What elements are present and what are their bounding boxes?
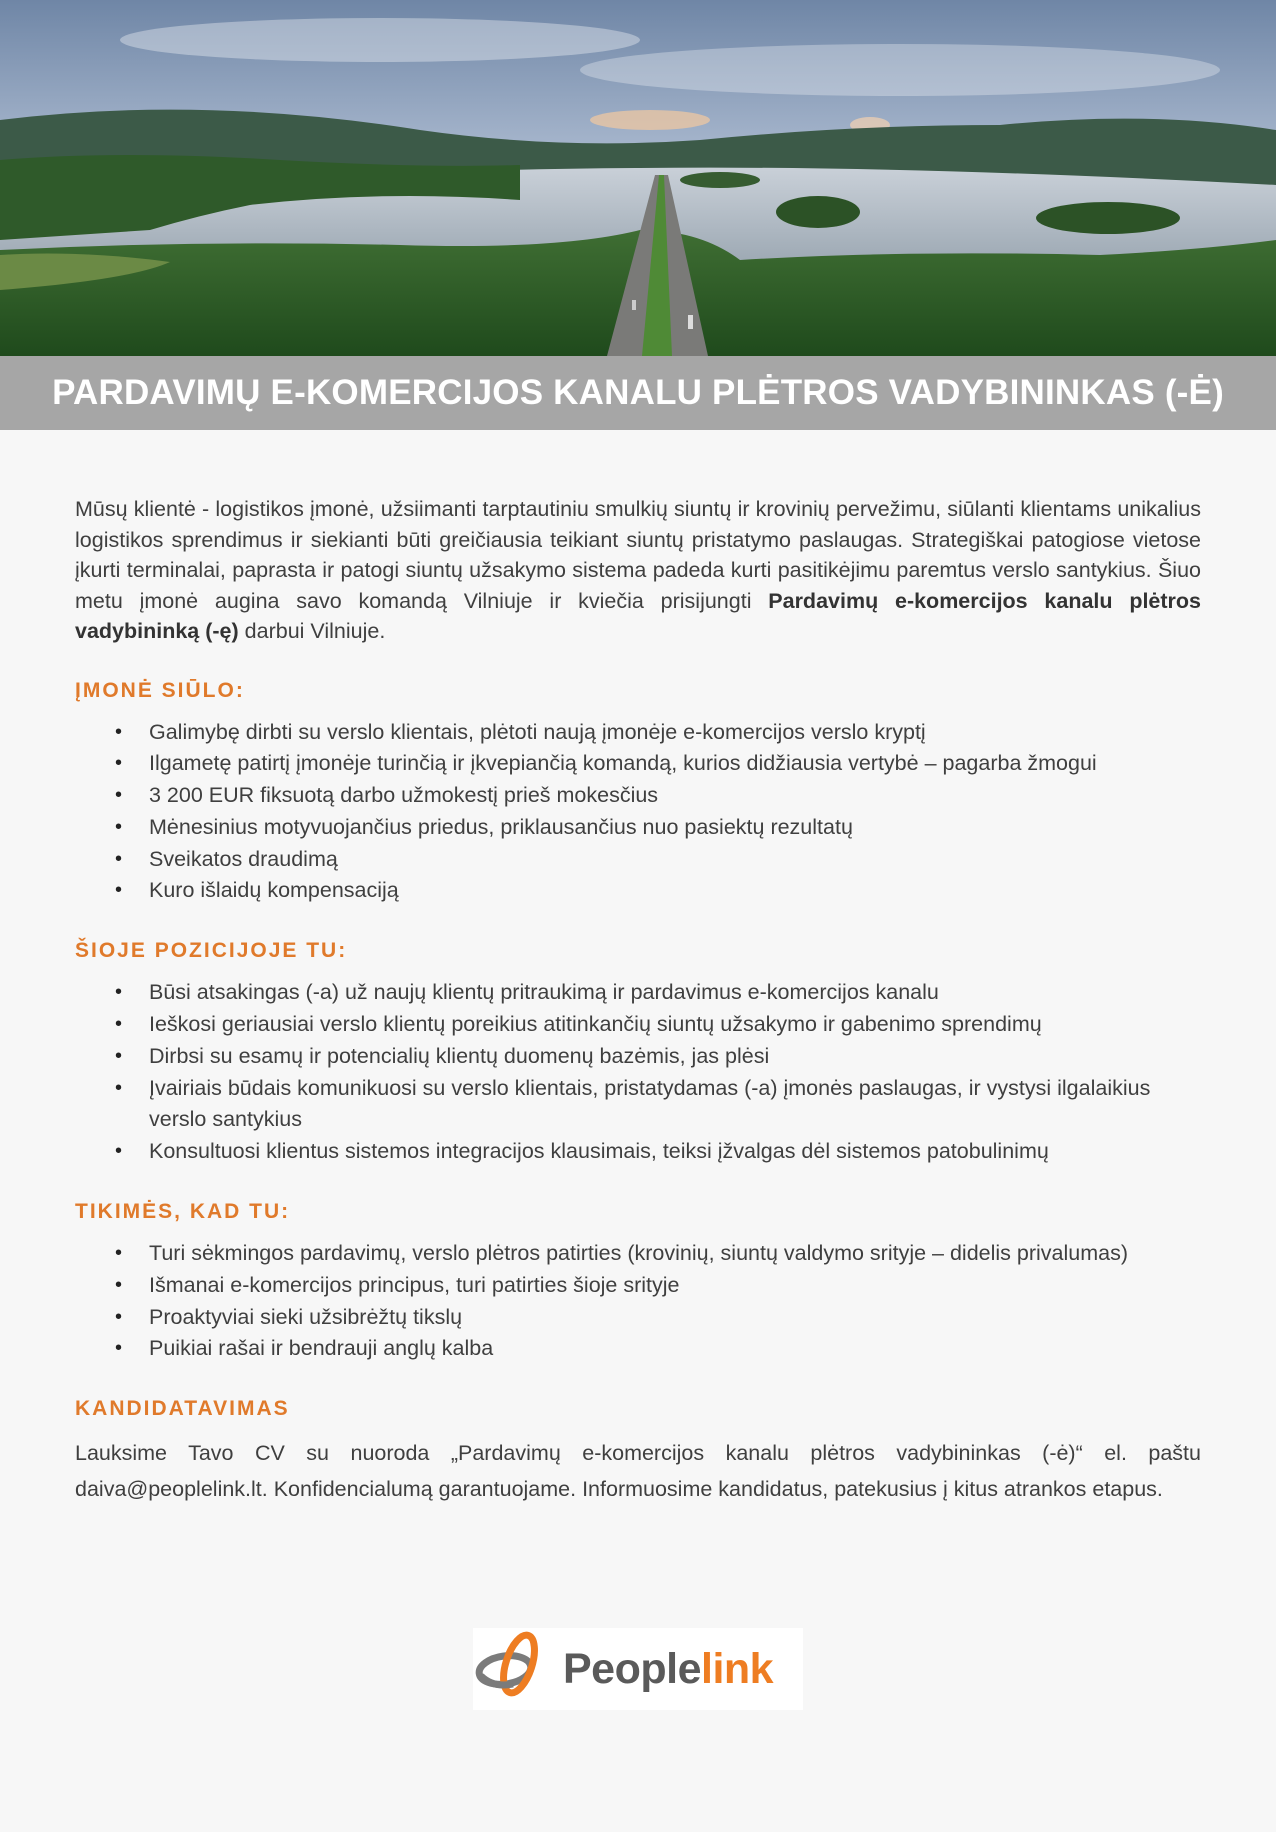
bullet-icon: • xyxy=(115,1140,123,1163)
list-item: • Puikiai rašai ir bendrauji anglų kalba xyxy=(75,1333,1201,1365)
section-heading-offer: ĮMONĖ SIŪLO: xyxy=(75,678,245,702)
bullet-icon: • xyxy=(115,1013,123,1036)
list-item: • Proaktyviai sieki užsibrėžtų tikslų xyxy=(75,1302,1201,1334)
list-item: • Būsi atsakingas (-a) už naujų klientų pritraukimą ir pardavimus e-komercijos kanalu xyxy=(75,977,1201,1009)
bullet-icon: • xyxy=(115,847,123,870)
logo-wordmark: Peoplelink xyxy=(563,1644,774,1693)
section-heading-apply: KANDIDATAVIMAS xyxy=(75,1397,290,1421)
list-item: • Įvairiais būdais komunikuosi su verslo klientais, pristatydamas (-a) įmonės paslaugas, ir vystysi ilgalaikius verslo santykius xyxy=(75,1073,1201,1137)
list-item: • Turi sėkmingos pardavimų, verslo plėtros patirties (krovinių, siuntų valdymo srityje – didelis privalumas) xyxy=(75,1238,1201,1270)
hero-landscape-image xyxy=(0,0,1276,356)
list-item: • Konsultuosi klientus sistemos integracijos klausimais, teiksi įžvalgas dėl sistemos patobulinimų xyxy=(75,1136,1201,1168)
peoplelink-logo xyxy=(473,1628,803,1710)
section-heading-role: ŠIOJE POZICIJOJE TU: xyxy=(75,939,348,963)
bullet-icon: • xyxy=(115,879,123,902)
bullet-icon: • xyxy=(115,720,123,743)
bullet-icon: • xyxy=(115,815,123,838)
bullet-icon: • xyxy=(115,1076,123,1099)
bullet-icon: • xyxy=(115,784,123,807)
bullet-icon: • xyxy=(115,1273,123,1296)
role-list xyxy=(75,977,1201,1168)
bullet-icon: • xyxy=(115,1242,123,1265)
bullet-icon: • xyxy=(115,752,123,775)
list-item: • Išmanai e-komercijos principus, turi patirties šioje srityje xyxy=(75,1270,1201,1302)
peoplelink-logo-icon xyxy=(473,1626,555,1713)
title-bar xyxy=(0,356,1276,430)
intro-position-name: Pardavimų e-komercijos kanalu plėtros vadybininką (-ę) xyxy=(75,588,1201,643)
intro-text-before: Mūsų klientė - logistikos įmonė, užsiimanti tarptautiniu smulkių siuntų ir krovinių pervežimu, siūlanti klientams unikalius logistikos sprendimus ir siekianti būti greičiausia teikiant siuntų pristatymo paslaugas. Strategiškai patogiose vietose įkurti terminalai, paprasta ir patogi siuntų užsakymo sistema padeda kurti pasitikėjimu paremtus verslo santykius. Šiuo metu įmonė augina savo komandą Vilniuje ir kviečia prisijungti xyxy=(75,497,1201,613)
bullet-icon: • xyxy=(115,1044,123,1067)
bullet-icon: • xyxy=(115,1305,123,1328)
list-item: • Dirbsi su esamų ir potencialių klientų duomenų bazėmis, jas plėsi xyxy=(75,1041,1201,1073)
list-item: • Galimybę dirbti su verslo klientais, plėtoti naują įmonėje e-komercijos verslo kryptį xyxy=(75,717,1201,749)
intro-text-after: darbui Vilniuje. xyxy=(238,619,386,643)
list-item: • Sveikatos draudimą xyxy=(75,844,1201,876)
list-item: • Kuro išlaidų kompensaciją xyxy=(75,875,1201,907)
list-item: • 3 200 EUR fiksuotą darbo užmokestį prieš mokesčius xyxy=(75,780,1201,812)
page-title: PARDAVIMŲ E-KOMERCIJOS KANALU PLĖTROS VADYBININKAS (-Ė) xyxy=(52,373,1224,412)
intro-paragraph xyxy=(75,494,1201,647)
offer-list xyxy=(75,717,1201,908)
bullet-icon: • xyxy=(115,981,123,1004)
list-item: • Ieškosi geriausiai verslo klientų poreikius atitinkančių siuntų užsakymo ir gabenimo sprendimų xyxy=(75,1009,1201,1041)
list-item: • Ilgametę patirtį įmonėje turinčią ir įkvepiančią komandą, kurios didžiausia vertybė – pagarba žmogui xyxy=(75,748,1201,780)
bullet-icon: • xyxy=(115,1337,123,1360)
apply-paragraph: Lauksime Tavo CV su nuoroda „Pardavimų e-komercijos kanalu plėtros vadybininkas (-ė)“ el. paštu daiva@peoplelink.lt. Konfidencialumą garantuojame. Informuosime kandidatus, patekusius į kitus atrankos etapus. xyxy=(75,1441,1201,1502)
job-description xyxy=(75,494,1201,1507)
section-heading-expect: TIKIMĖS, KAD TU: xyxy=(75,1200,291,1224)
expect-list xyxy=(75,1238,1201,1365)
list-item: • Mėnesinius motyvuojančius priedus, priklausančius nuo pasiektų rezultatų xyxy=(75,812,1201,844)
